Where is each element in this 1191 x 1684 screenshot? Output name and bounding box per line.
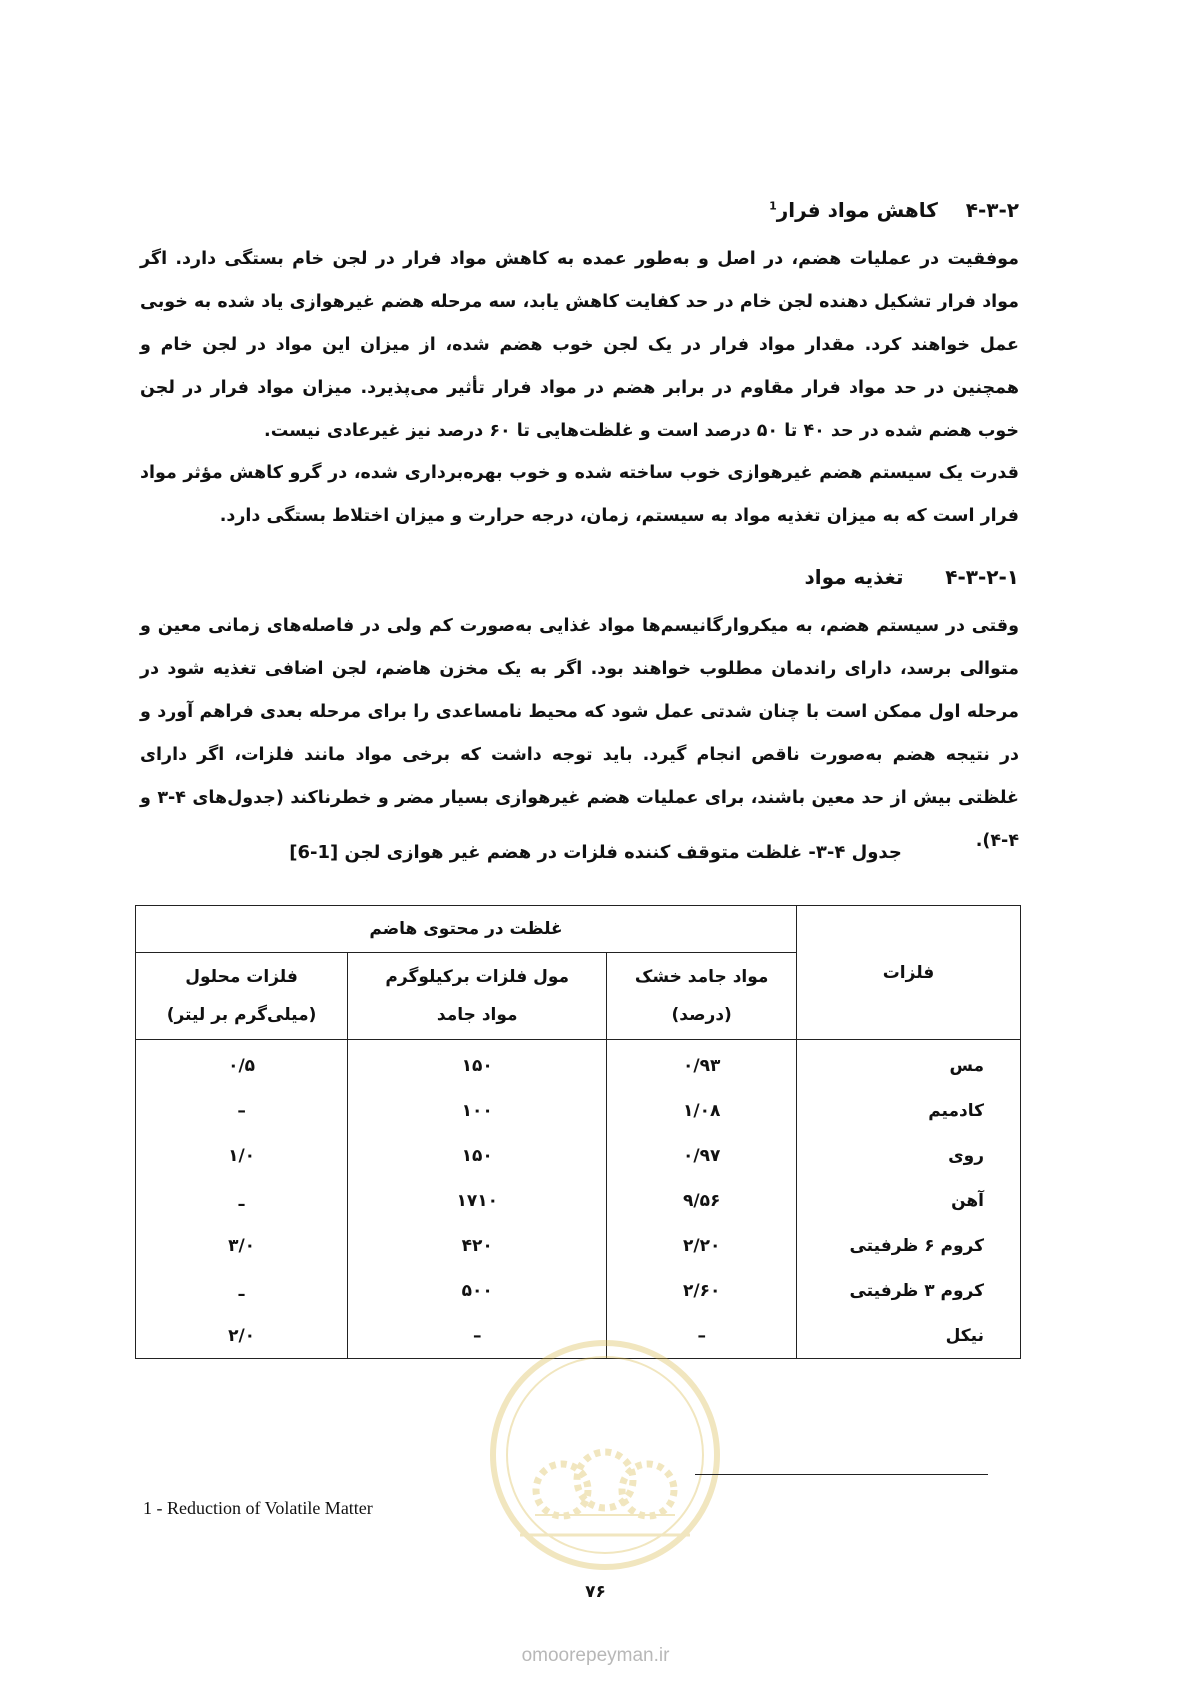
- section-title: کاهش مواد فرار: [776, 198, 938, 222]
- cell-soluble: ۱/۰: [136, 1133, 348, 1178]
- cell-mol-per-kg: –: [348, 1313, 607, 1359]
- header-line: مواد جامد خشک: [634, 967, 769, 987]
- section-heading: [769, 198, 1019, 222]
- header-line: (میلی‌گرم بر لیتر): [166, 1005, 317, 1025]
- cell-mol-per-kg: ۵۰۰: [348, 1268, 607, 1313]
- table-row: [136, 1088, 1021, 1133]
- paragraph: وقتی در سیستم هضم، به میکروارگانیسم‌ها مواد غذایی به‌صورت کم ولی در فاصله‌های زمانی معین و متوالی برسد، دارای راندمان مطلوب خواهند بود. اگر به یک مخزن هاضم، لجن اضافی تغذیه شود در مرحله اول ممکن است با چنان شدتی عمل شود که محیط نامساعدی را برای مرحله بعدی فراهم آورد و در نتیجه هضم به‌صورت ناقص انجام گیرد. باید توجه داشت که برخی مواد مانند فلزات، اگر دارای غلظتی بیش از حد معین باشند، برای عملیات هضم غیرهوازی بسیار مضر و خطرناکند (جدول‌های ۴-۳ و ۴-۴).: [140, 616, 1019, 851]
- cell-mol-per-kg: ۱۵۰: [348, 1133, 607, 1178]
- table-row: [136, 1133, 1021, 1178]
- cell-metal: مس: [797, 1040, 1021, 1089]
- cell-dry-solids: ۲/۲۰: [607, 1223, 797, 1268]
- cell-metal: کادمیم: [797, 1088, 1021, 1133]
- column-header-soluble: [136, 953, 348, 1040]
- cell-soluble: ۳/۰: [136, 1223, 348, 1268]
- cell-soluble: ۲/۰: [136, 1313, 348, 1359]
- header-line: (درصد): [671, 1005, 732, 1025]
- paragraph: قدرت یک سیستم هضم غیرهوازی خوب ساخته شده و خوب بهره‌برداری شده، در گرو کاهش مؤثر مواد فرار است که به میزان تغذیه مواد به سیستم، زمان، درجه حرارت و میزان اختلاط بستگی دارد.: [140, 463, 1019, 526]
- cell-soluble: ـ: [136, 1178, 348, 1223]
- page-number: ۷۶: [585, 1582, 606, 1602]
- cell-metal: روی: [797, 1133, 1021, 1178]
- cell-metal: آهن: [797, 1178, 1021, 1223]
- subsection-heading: [804, 565, 1019, 589]
- cell-soluble: ۰/۵: [136, 1040, 348, 1089]
- column-header-mol-per-kg: [348, 953, 607, 1040]
- cell-mol-per-kg: ۱۰۰: [348, 1088, 607, 1133]
- cell-dry-solids: ۲/۶۰: [607, 1268, 797, 1313]
- cell-dry-solids: ۱/۰۸: [607, 1088, 797, 1133]
- watermark-site: omoorepeyman.ir: [521, 1645, 670, 1666]
- cell-metal: نیکل: [797, 1313, 1021, 1359]
- cell-dry-solids: –: [607, 1313, 797, 1359]
- cell-soluble: –: [136, 1088, 348, 1133]
- header-line: مواد جامد: [436, 1005, 518, 1025]
- metals-table: [135, 905, 1021, 1359]
- header-line: فلزات محلول: [185, 967, 298, 987]
- cell-metal: کروم ۳ ظرفیتی: [797, 1268, 1021, 1313]
- group-header: غلظت در محتوی هاضم: [136, 906, 797, 953]
- section-title: تغذیه مواد: [804, 565, 904, 589]
- paragraph: موفقیت در عملیات هضم، در اصل و به‌طور عمده به کاهش مواد فرار در لجن خام بستگی دارد. اگر مواد فرار تشکیل دهنده لجن خام در حد کفایت کاهش یابد، سه مرحله هضم غیرهوازی یاد شده به خوبی عمل خواهند کرد. مقدار مواد فرار در یک لجن خوب هضم شده، از میزان این مواد در لجن خام و همچنین در حد مواد فرار مقاوم در برابر هضم در مواد فرار تأثیر می‌پذیرد. میزان مواد فرار در لجن خوب هضم شده در حد ۴۰ تا ۵۰ درصد است و غلظت‌هایی تا ۶۰ درصد نیز غیرعادی نیست.: [140, 249, 1019, 441]
- table-row: [136, 1040, 1021, 1089]
- footnote: 1 - Reduction of Volatile Matter: [143, 1498, 373, 1518]
- section-number: ۴-۳-۲-۱: [945, 565, 1019, 589]
- footnote-mark: 1: [769, 199, 777, 213]
- cell-mol-per-kg: ۴۲۰: [348, 1223, 607, 1268]
- table-caption: جدول ۴-۳- غلظت متوقف کننده فلزات در هضم غیر هوازی لجن [1-6]: [289, 842, 902, 863]
- footnote-separator: [695, 1474, 988, 1475]
- header-line: مول فلزات برکیلوگرم: [385, 967, 570, 987]
- cell-mol-per-kg: ۱۵۰: [348, 1040, 607, 1089]
- cell-dry-solids: ۰/۹۷: [607, 1133, 797, 1178]
- table-row: [136, 1223, 1021, 1268]
- section-number: ۴-۳-۲: [965, 198, 1019, 222]
- cell-mol-per-kg: ۱۷۱۰: [348, 1178, 607, 1223]
- cell-metal: کروم ۶ ظرفیتی: [797, 1223, 1021, 1268]
- cell-soluble: ـ: [136, 1268, 348, 1313]
- column-header-metal: فلزات: [797, 906, 1021, 1040]
- watermark-logo: [480, 1330, 730, 1580]
- column-header-dry-solids: [607, 953, 797, 1040]
- table-row: [136, 1268, 1021, 1313]
- cell-dry-solids: ۰/۹۳: [607, 1040, 797, 1089]
- cell-dry-solids: ۹/۵۶: [607, 1178, 797, 1223]
- table-row: [136, 1178, 1021, 1223]
